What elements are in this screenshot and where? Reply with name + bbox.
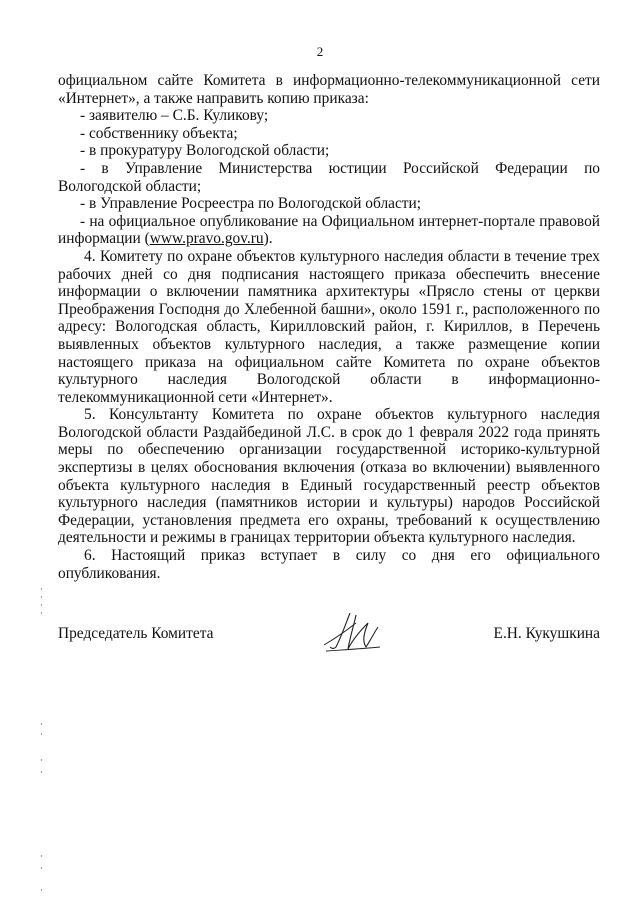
scan-artifact	[40, 585, 43, 625]
document-body	[58, 72, 600, 582]
publication-suffix: ).	[263, 230, 273, 248]
paragraph-6: 6. Настоящий приказ вступает в силу со дня его официального опубликования.	[58, 547, 600, 582]
intro-paragraph: официальном сайте Комитета в информационно-телекоммуникационной сети «Интернет», а также направить копию приказа:	[58, 72, 600, 107]
recipient-item: - заявителю – С.Б. Куликову;	[80, 107, 269, 125]
scan-artifact	[40, 720, 43, 780]
signer-title: Председатель Комитета	[58, 625, 214, 642]
scan-artifact	[40, 850, 43, 900]
publication-item	[58, 213, 600, 248]
publication-prefix: - на официальное опубликование на Официальном интернет-портале правовой информации (	[58, 212, 600, 248]
signer-name: Е.Н. Кукушкина	[493, 625, 600, 642]
paragraph-5: 5. Консультанту Комитета по охране объектов культурного наследия Вологодской области Раздайбединой Л.С. в срок до 1 февраля 2022 года принять меры по обеспечению организации государственной историко-культурной экспертизы в целях обоснования включения (отказа во включении) выявленного объекта культурного наследия в Единый государственный реестр объектов культурного наследия (памятников истории и культуры) народов Российской Федерации, установления предмета его охраны, требований к осуществлению деятельности и режимы в границах территории объекта культурного наследия.	[58, 406, 600, 547]
handwritten-signature	[320, 609, 386, 653]
recipient-item: - в прокуратуру Вологодской области;	[80, 142, 330, 160]
paragraph-4: 4. Комитету по охране объектов культурного наследия области в течение трех рабочих дней со дня подписания настоящего приказа обеспечить внесение информации о включении памятника архитектуры «Прясло стены от церкви Преображения Господня до Хлебенной башни», около 1591 г., расположенного по адресу: Вологодская область, Кирилловский район, г. Кириллов, в Перечень выявленных объектов культурного наследия, а также размещение копии настоящего приказа на официальном сайте Комитета по охране объектов культурного наследия Вологодской области в информационно-телекоммуникационной сети «Интернет».	[58, 247, 600, 406]
page-number: 2	[316, 44, 324, 59]
recipient-item: - в Управление Министерства юстиции Российской Федерации по Вологодской области;	[58, 159, 600, 195]
pravo-link[interactable]: www.pravo.gov.ru	[149, 230, 264, 248]
recipient-item: - собственнику объекта;	[80, 124, 238, 142]
signature-block	[58, 625, 600, 665]
recipient-item: - в Управление Росреестра по Вологодской области;	[80, 195, 422, 213]
